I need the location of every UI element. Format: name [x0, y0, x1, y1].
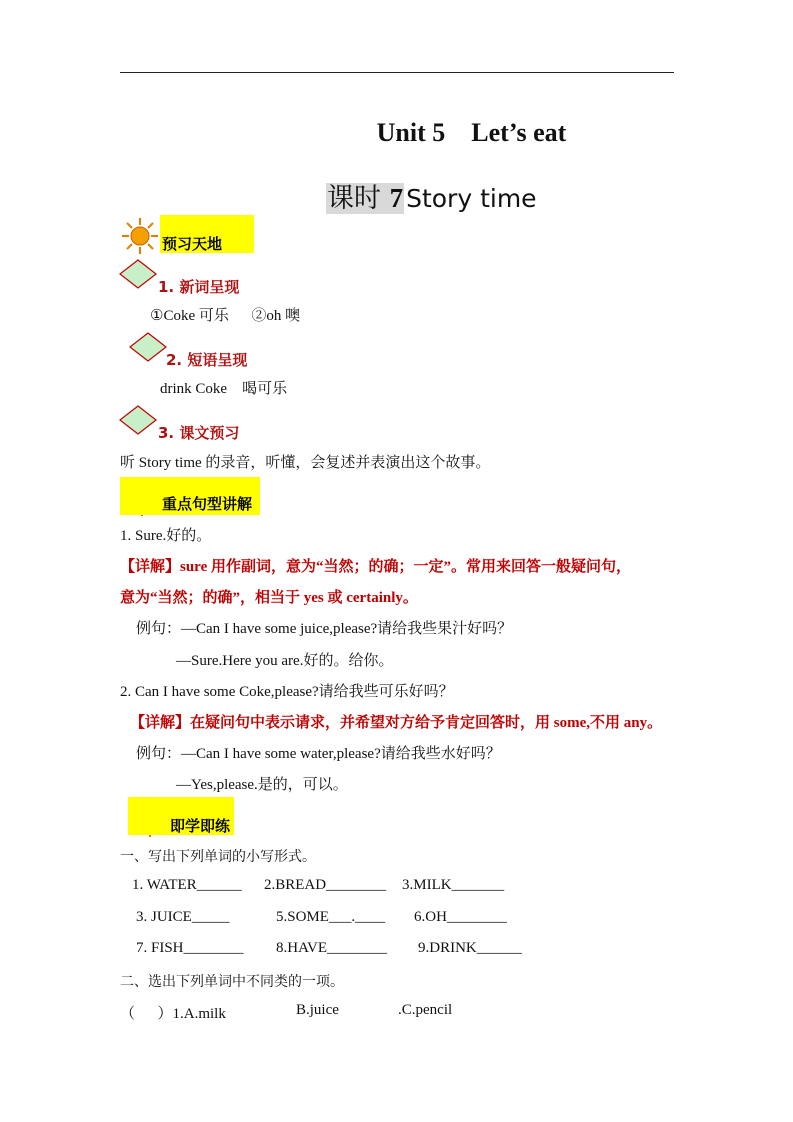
- diamond-icon: [128, 331, 168, 363]
- diamond-icon: [118, 404, 158, 436]
- lesson-title: [326, 176, 537, 215]
- word-item: 1. WATER______: [132, 877, 242, 893]
- word-item: 8.HAVE________: [276, 940, 387, 956]
- word-item: 3.MILK_______: [402, 877, 505, 893]
- key-example-1b: —Sure.Here you are.好的。给你。: [176, 653, 394, 669]
- practice-part1: 一、写出下列单词的小写形式。: [120, 849, 316, 865]
- diamond-icon: [118, 258, 158, 290]
- unit-title: Unit 5 Let’s eat: [376, 118, 567, 147]
- practice-part2: 二、选出下列单词中不同类的一项。: [120, 974, 344, 990]
- choice-option: B.juice: [296, 1002, 339, 1018]
- sun-icon: [120, 216, 160, 256]
- word-item: 2.BREAD________: [264, 877, 387, 893]
- text-line: 听 Story time 的录音，听懂，会复述并表演出这个故事。: [120, 455, 491, 471]
- key-detail-1a: 【详解】sure 用作副词，意为“当然；的确；一定”。常用来回答一般疑问句，: [120, 559, 631, 575]
- phrases-heading: 2. 短语呈现: [166, 351, 248, 369]
- key-detail-1b: 意为“当然；的确”，相当于 yes 或 certainly。: [120, 590, 418, 606]
- word-item: 6.OH________: [414, 909, 507, 925]
- choice-option: （ ）1.A.milk: [120, 1006, 226, 1022]
- section-preview-block: [160, 215, 254, 253]
- phrases-line: drink Coke 喝可乐: [160, 381, 288, 397]
- section-key-label: 重点句型讲解: [162, 495, 253, 513]
- choice-option: .C.pencil: [398, 1002, 453, 1018]
- key-detail-2: 【详解】在疑问句中表示请求，并希望对方给予肯定回答时，用 some,不用 any。: [130, 715, 663, 731]
- section-practice-block: [128, 797, 234, 835]
- lesson-name: Story time: [406, 184, 537, 213]
- word-item: 9.DRINK______: [418, 940, 522, 956]
- section-practice-label: 即学即练: [170, 817, 231, 835]
- key-example-1a: 例句：—Can I have some juice,please?请给我些果汁好吗？: [136, 621, 513, 637]
- key-sentence-1: 1. Sure.好的。: [120, 528, 212, 544]
- section-key-block: [120, 477, 260, 515]
- key-example-2a: 例句：—Can I have some water,please?请给我些水好吗？: [136, 746, 501, 762]
- section-preview-label: 预习天地: [162, 235, 223, 253]
- word-item: 7. FISH________: [136, 940, 244, 956]
- words-heading: 1. 新词呈现: [158, 278, 240, 296]
- text-heading: 3. 课文预习: [158, 424, 240, 442]
- words-line: ①Coke 可乐 ②oh 噢: [150, 308, 301, 324]
- key-example-2b: —Yes,please.是的，可以。: [176, 777, 348, 793]
- word-item: 5.SOME___.____: [276, 909, 386, 925]
- lesson-label: 课时 7: [327, 183, 404, 214]
- key-sentence-2: 2. Can I have some Coke,please?请给我些可乐好吗？: [120, 684, 454, 700]
- top-rule: [120, 72, 674, 73]
- word-item: 3. JUICE_____: [136, 909, 230, 925]
